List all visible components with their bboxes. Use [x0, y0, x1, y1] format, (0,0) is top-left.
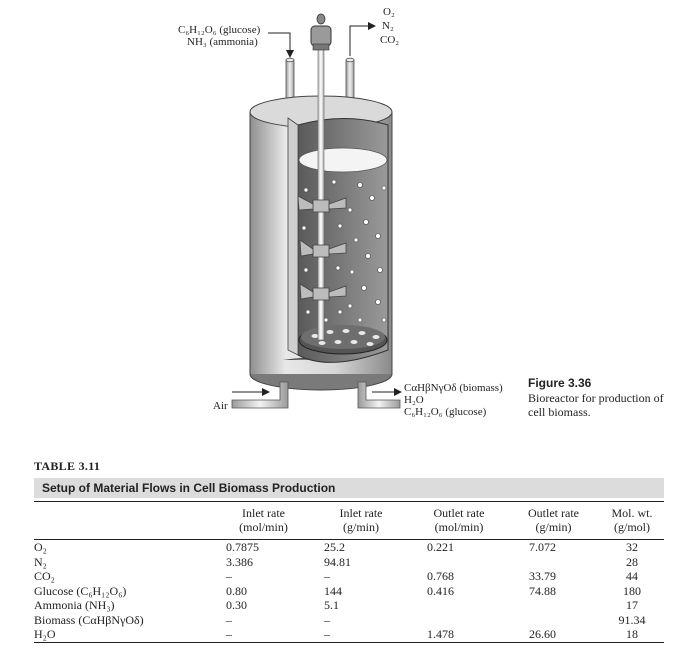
- inlet-arrow: [268, 33, 294, 58]
- inlet-glucose-label: C₆H₁₂O₆ (glucose): [178, 24, 261, 36]
- cell: 33.79: [529, 569, 556, 583]
- outlet-glucose-label: C₆H₁₂O₆ (glucose): [404, 406, 487, 418]
- cell: –: [324, 569, 330, 583]
- cell: 26.60: [507, 627, 600, 642]
- row-glucose-name: Glucose (C₆H₁₂O₆): [34, 583, 127, 598]
- cell: 25.2: [324, 540, 345, 554]
- table-row: [34, 540, 664, 555]
- figure-number: Figure 3.36: [528, 376, 592, 390]
- cell: 0.7875: [226, 540, 259, 554]
- header-outlet-g: Outlet rate (g/min): [507, 502, 600, 540]
- row-ammonia-name: Ammonia (NH₃): [34, 598, 115, 612]
- outlet-biomass-label: CαHβNγOδ (biomass): [404, 382, 503, 394]
- gas-out-n2-label: N₂: [382, 20, 394, 32]
- cell: 0.30: [226, 598, 247, 612]
- cell: 7.072: [529, 540, 556, 554]
- vessel-cutaway: [288, 118, 388, 362]
- cell: 0.416: [427, 583, 454, 598]
- cell: 0.221: [427, 540, 454, 554]
- gas-outlet-arrow: [350, 22, 376, 56]
- cell: –: [311, 627, 411, 642]
- cell: 3.386: [226, 554, 253, 569]
- cell: 91.34: [618, 612, 646, 627]
- table-title: Setup of Material Flows in Cell Biomass Production: [42, 481, 336, 495]
- outlet-water-label: H₂O: [404, 394, 424, 406]
- table-row: [34, 555, 664, 570]
- row-co2-name: CO₂: [34, 569, 55, 583]
- header-outlet-mol: Outlet rate (mol/min): [411, 502, 507, 540]
- gas-out-o2-label: O₂: [383, 6, 395, 18]
- row-n2-name: N₂: [34, 554, 47, 569]
- material-flows-table: [34, 501, 664, 643]
- header-mol-wt: Mol. wt. (g/mol): [600, 502, 664, 540]
- cell: 94.81: [324, 554, 351, 569]
- table-row: [34, 584, 664, 599]
- cell: [507, 598, 600, 613]
- table-row: [34, 569, 664, 584]
- header-inlet-mol: Inlet rate (mol/min): [216, 502, 311, 540]
- figure-caption-line2: cell biomass.: [528, 405, 591, 419]
- table-label: TABLE 3.11: [34, 459, 101, 473]
- row-biomass-name: Biomass (CαHβNγOδ): [34, 612, 144, 627]
- cell: 0.768: [427, 569, 454, 583]
- cell: 180: [623, 583, 641, 598]
- cell: –: [216, 627, 311, 642]
- cell: [411, 613, 507, 628]
- row-water-name: H₂O: [34, 627, 216, 642]
- air-inlet-pipe: [232, 382, 288, 408]
- table-title-bar: [34, 478, 664, 498]
- cell: –: [226, 569, 232, 583]
- cell: 74.88: [529, 583, 556, 598]
- cell: –: [226, 612, 232, 627]
- air-label: Air: [213, 400, 228, 412]
- header-component: [34, 502, 216, 540]
- product-outlet-pipe: [358, 382, 402, 408]
- cell: 144: [324, 583, 342, 598]
- cell: –: [324, 612, 330, 627]
- cell: 5.1: [324, 598, 339, 612]
- cell: 1.478: [411, 627, 507, 642]
- cell: 17: [626, 598, 638, 612]
- cell: 0.80: [226, 583, 247, 598]
- cell: [507, 613, 600, 628]
- cell: 18: [600, 627, 664, 642]
- cell: [507, 555, 600, 570]
- table-row: [34, 598, 664, 613]
- table-row: [34, 613, 664, 628]
- cell: 32: [626, 540, 638, 554]
- inlet-ammonia-label: NH₃ (ammonia): [187, 36, 258, 48]
- gas-out-co2-label: CO₂: [380, 34, 400, 46]
- row-o2-name: O₂: [34, 540, 47, 554]
- figure-caption-line1: Bioreactor for production of: [528, 391, 664, 405]
- cell: 44: [626, 569, 638, 583]
- table-header-row: [34, 502, 664, 540]
- cell: 28: [626, 554, 638, 569]
- table-row: [34, 627, 664, 642]
- cell: [411, 555, 507, 570]
- header-inlet-g: Inlet rate (g/min): [311, 502, 411, 540]
- cell: [411, 598, 507, 613]
